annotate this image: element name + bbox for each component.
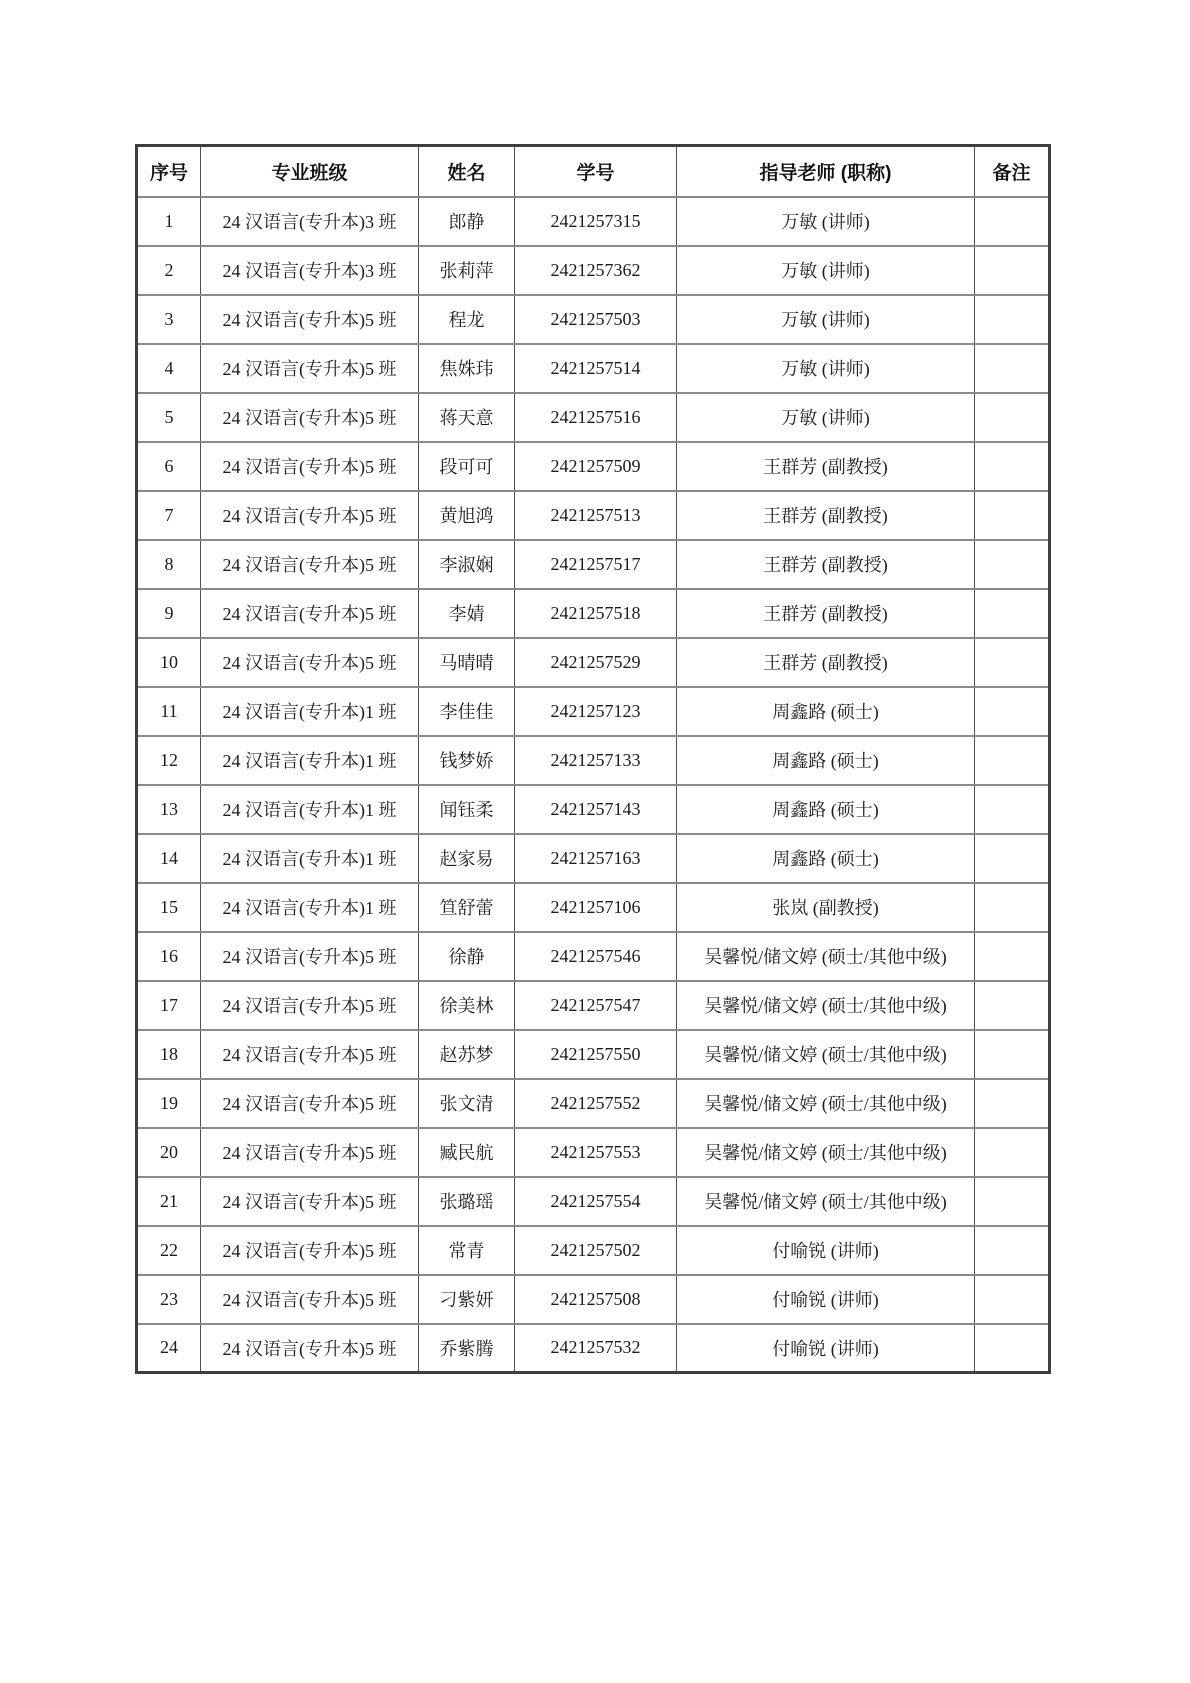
cell-student-id: 2421257315	[515, 197, 677, 246]
cell-student-id: 2421257143	[515, 785, 677, 834]
cell-no: 22	[137, 1226, 201, 1275]
cell-advisor: 万敏 (讲师)	[677, 344, 975, 393]
table-row	[137, 295, 1050, 344]
table-row	[137, 491, 1050, 540]
cell-student-id: 2421257508	[515, 1275, 677, 1324]
cell-class: 24 汉语言(专升本)5 班	[201, 1275, 419, 1324]
header-class: 专业班级	[201, 146, 419, 197]
cell-remark	[975, 1030, 1050, 1079]
student-advisor-table	[135, 144, 1051, 1374]
cell-student-id: 2421257554	[515, 1177, 677, 1226]
cell-name: 黄旭鸿	[419, 491, 515, 540]
cell-class: 24 汉语言(专升本)1 班	[201, 687, 419, 736]
cell-no: 12	[137, 736, 201, 785]
cell-advisor: 万敏 (讲师)	[677, 197, 975, 246]
cell-student-id: 2421257133	[515, 736, 677, 785]
cell-no: 21	[137, 1177, 201, 1226]
table-row	[137, 246, 1050, 295]
cell-class: 24 汉语言(专升本)1 班	[201, 736, 419, 785]
cell-name: 李佳佳	[419, 687, 515, 736]
header-row	[137, 146, 1050, 197]
cell-remark	[975, 883, 1050, 932]
header-student-id: 学号	[515, 146, 677, 197]
cell-student-id: 2421257163	[515, 834, 677, 883]
cell-remark	[975, 736, 1050, 785]
cell-class: 24 汉语言(专升本)5 班	[201, 344, 419, 393]
table-row	[137, 589, 1050, 638]
cell-no: 3	[137, 295, 201, 344]
cell-name: 乔紫腾	[419, 1324, 515, 1373]
cell-student-id: 2421257516	[515, 393, 677, 442]
cell-no: 9	[137, 589, 201, 638]
table-row	[137, 981, 1050, 1030]
cell-student-id: 2421257552	[515, 1079, 677, 1128]
cell-name: 张文清	[419, 1079, 515, 1128]
cell-class: 24 汉语言(专升本)5 班	[201, 295, 419, 344]
cell-remark	[975, 540, 1050, 589]
cell-name: 徐静	[419, 932, 515, 981]
cell-no: 19	[137, 1079, 201, 1128]
table-row	[137, 1226, 1050, 1275]
cell-student-id: 2421257518	[515, 589, 677, 638]
cell-remark	[975, 246, 1050, 295]
cell-advisor: 王群芳 (副教授)	[677, 638, 975, 687]
cell-student-id: 2421257517	[515, 540, 677, 589]
cell-name: 闻钰柔	[419, 785, 515, 834]
cell-advisor: 付喻锐 (讲师)	[677, 1275, 975, 1324]
cell-remark	[975, 834, 1050, 883]
cell-advisor: 万敏 (讲师)	[677, 393, 975, 442]
cell-class: 24 汉语言(专升本)5 班	[201, 442, 419, 491]
cell-student-id: 2421257529	[515, 638, 677, 687]
cell-no: 23	[137, 1275, 201, 1324]
cell-name: 赵苏梦	[419, 1030, 515, 1079]
cell-remark	[975, 197, 1050, 246]
header-advisor: 指导老师 (职称)	[677, 146, 975, 197]
cell-class: 24 汉语言(专升本)5 班	[201, 1128, 419, 1177]
cell-advisor: 付喻锐 (讲师)	[677, 1324, 975, 1373]
cell-advisor: 万敏 (讲师)	[677, 295, 975, 344]
cell-remark	[975, 932, 1050, 981]
cell-no: 10	[137, 638, 201, 687]
cell-student-id: 2421257553	[515, 1128, 677, 1177]
cell-name: 徐美林	[419, 981, 515, 1030]
table-row	[137, 442, 1050, 491]
cell-student-id: 2421257547	[515, 981, 677, 1030]
cell-class: 24 汉语言(专升本)5 班	[201, 393, 419, 442]
cell-name: 张璐瑶	[419, 1177, 515, 1226]
cell-remark	[975, 638, 1050, 687]
cell-advisor: 周鑫路 (硕士)	[677, 834, 975, 883]
cell-class: 24 汉语言(专升本)5 班	[201, 1079, 419, 1128]
cell-no: 11	[137, 687, 201, 736]
cell-advisor: 王群芳 (副教授)	[677, 491, 975, 540]
cell-remark	[975, 1128, 1050, 1177]
cell-advisor: 王群芳 (副教授)	[677, 540, 975, 589]
cell-no: 13	[137, 785, 201, 834]
table-row	[137, 883, 1050, 932]
cell-no: 7	[137, 491, 201, 540]
cell-name: 段可可	[419, 442, 515, 491]
cell-no: 5	[137, 393, 201, 442]
cell-remark	[975, 344, 1050, 393]
cell-advisor: 吴馨悦/储文婷 (硕士/其他中级)	[677, 932, 975, 981]
cell-student-id: 2421257106	[515, 883, 677, 932]
table-body	[137, 197, 1050, 1373]
cell-no: 24	[137, 1324, 201, 1373]
table-row	[137, 197, 1050, 246]
cell-class: 24 汉语言(专升本)5 班	[201, 1226, 419, 1275]
table-row	[137, 785, 1050, 834]
cell-remark	[975, 687, 1050, 736]
table-row	[137, 638, 1050, 687]
cell-advisor: 王群芳 (副教授)	[677, 442, 975, 491]
cell-no: 15	[137, 883, 201, 932]
cell-name: 臧民航	[419, 1128, 515, 1177]
table-row	[137, 1177, 1050, 1226]
header-remark: 备注	[975, 146, 1050, 197]
table-row	[137, 1079, 1050, 1128]
cell-advisor: 吴馨悦/储文婷 (硕士/其他中级)	[677, 1079, 975, 1128]
cell-name: 焦姝玮	[419, 344, 515, 393]
cell-advisor: 吴馨悦/储文婷 (硕士/其他中级)	[677, 1030, 975, 1079]
cell-advisor: 吴馨悦/储文婷 (硕士/其他中级)	[677, 981, 975, 1030]
cell-name: 笪舒蕾	[419, 883, 515, 932]
cell-no: 16	[137, 932, 201, 981]
cell-name: 李淑娴	[419, 540, 515, 589]
table-row	[137, 540, 1050, 589]
cell-class: 24 汉语言(专升本)3 班	[201, 246, 419, 295]
cell-advisor: 万敏 (讲师)	[677, 246, 975, 295]
cell-class: 24 汉语言(专升本)5 班	[201, 638, 419, 687]
cell-name: 郎静	[419, 197, 515, 246]
cell-no: 17	[137, 981, 201, 1030]
cell-remark	[975, 393, 1050, 442]
cell-class: 24 汉语言(专升本)5 班	[201, 932, 419, 981]
cell-class: 24 汉语言(专升本)1 班	[201, 883, 419, 932]
table-row	[137, 1275, 1050, 1324]
table-row	[137, 687, 1050, 736]
cell-class: 24 汉语言(专升本)5 班	[201, 491, 419, 540]
header-name: 姓名	[419, 146, 515, 197]
cell-name: 马晴晴	[419, 638, 515, 687]
cell-no: 1	[137, 197, 201, 246]
cell-name: 常青	[419, 1226, 515, 1275]
cell-no: 2	[137, 246, 201, 295]
cell-student-id: 2421257503	[515, 295, 677, 344]
cell-no: 8	[137, 540, 201, 589]
cell-remark	[975, 1079, 1050, 1128]
cell-class: 24 汉语言(专升本)5 班	[201, 1324, 419, 1373]
cell-name: 程龙	[419, 295, 515, 344]
cell-advisor: 吴馨悦/储文婷 (硕士/其他中级)	[677, 1177, 975, 1226]
cell-class: 24 汉语言(专升本)1 班	[201, 834, 419, 883]
table-row	[137, 1128, 1050, 1177]
table-header	[137, 146, 1050, 197]
table-row	[137, 1030, 1050, 1079]
cell-remark	[975, 1226, 1050, 1275]
cell-remark	[975, 295, 1050, 344]
cell-student-id: 2421257362	[515, 246, 677, 295]
cell-class: 24 汉语言(专升本)5 班	[201, 1030, 419, 1079]
cell-class: 24 汉语言(专升本)3 班	[201, 197, 419, 246]
table-row	[137, 736, 1050, 785]
cell-remark	[975, 1177, 1050, 1226]
table-row	[137, 344, 1050, 393]
cell-advisor: 周鑫路 (硕士)	[677, 736, 975, 785]
cell-class: 24 汉语言(专升本)5 班	[201, 589, 419, 638]
cell-student-id: 2421257502	[515, 1226, 677, 1275]
cell-student-id: 2421257509	[515, 442, 677, 491]
table-row	[137, 834, 1050, 883]
cell-student-id: 2421257513	[515, 491, 677, 540]
cell-name: 刁紫妍	[419, 1275, 515, 1324]
cell-advisor: 王群芳 (副教授)	[677, 589, 975, 638]
cell-remark	[975, 981, 1050, 1030]
cell-class: 24 汉语言(专升本)5 班	[201, 1177, 419, 1226]
cell-class: 24 汉语言(专升本)1 班	[201, 785, 419, 834]
cell-no: 14	[137, 834, 201, 883]
cell-name: 蒋天意	[419, 393, 515, 442]
cell-advisor: 周鑫路 (硕士)	[677, 687, 975, 736]
cell-name: 李婧	[419, 589, 515, 638]
table-row	[137, 393, 1050, 442]
cell-student-id: 2421257550	[515, 1030, 677, 1079]
cell-remark	[975, 1275, 1050, 1324]
cell-no: 20	[137, 1128, 201, 1177]
cell-student-id: 2421257532	[515, 1324, 677, 1373]
cell-name: 赵家易	[419, 834, 515, 883]
cell-name: 张莉萍	[419, 246, 515, 295]
cell-student-id: 2421257546	[515, 932, 677, 981]
cell-remark	[975, 785, 1050, 834]
cell-no: 6	[137, 442, 201, 491]
cell-no: 18	[137, 1030, 201, 1079]
cell-class: 24 汉语言(专升本)5 班	[201, 981, 419, 1030]
cell-advisor: 周鑫路 (硕士)	[677, 785, 975, 834]
header-no: 序号	[137, 146, 201, 197]
table-row	[137, 932, 1050, 981]
cell-student-id: 2421257123	[515, 687, 677, 736]
cell-advisor: 张岚 (副教授)	[677, 883, 975, 932]
cell-no: 4	[137, 344, 201, 393]
cell-advisor: 吴馨悦/储文婷 (硕士/其他中级)	[677, 1128, 975, 1177]
table-row	[137, 1324, 1050, 1373]
cell-name: 钱梦娇	[419, 736, 515, 785]
cell-remark	[975, 442, 1050, 491]
cell-remark	[975, 491, 1050, 540]
cell-advisor: 付喻锐 (讲师)	[677, 1226, 975, 1275]
cell-class: 24 汉语言(专升本)5 班	[201, 540, 419, 589]
cell-remark	[975, 1324, 1050, 1373]
cell-remark	[975, 589, 1050, 638]
cell-student-id: 2421257514	[515, 344, 677, 393]
